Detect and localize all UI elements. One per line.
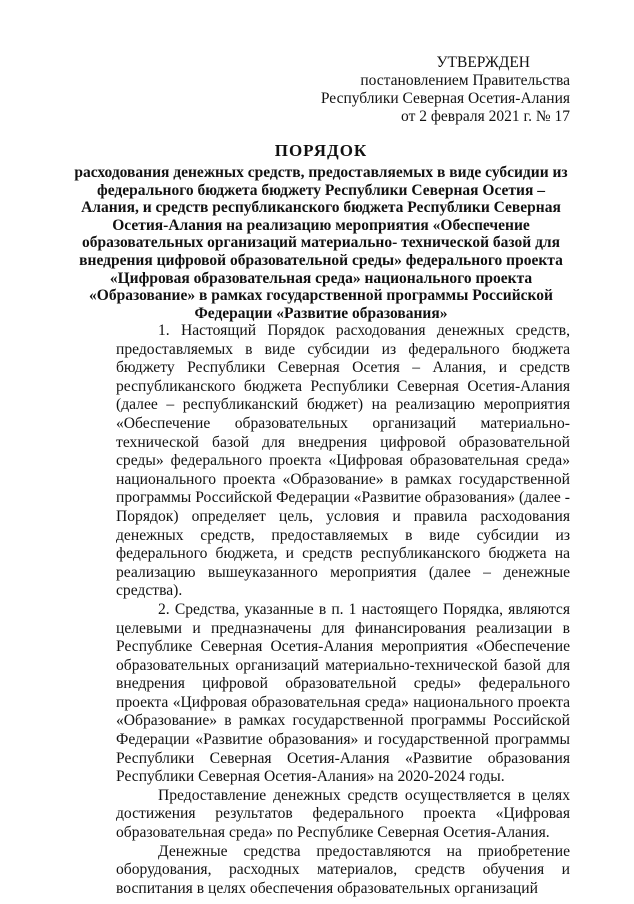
approval-line-2: Республики Северная Осетия-Алания bbox=[320, 90, 570, 107]
document-heading bbox=[72, 141, 570, 322]
paragraph-1: 1. Настоящий Порядок расходования денежных средств, предоставляемых в виде субсидии из федерального бюджета бюджету Республики Северная Осетия – Алания, и средств республиканского бюджета Республики Северная Осетия-Алания (далее – республиканский бюджет) на реализацию мероприятия «Обеспечение образовательных организаций материально-технической базой для внедрения цифровой образовательной среды» федерального проекта «Цифровая образовательная среда» национального проекта «Образование» в рамках государственной программы Российской Федерации «Развитие образования» (далее - Порядок) определяет цель, условия и правила расходования денежных средств, предоставляемых в виде субсидии из федерального бюджета, и средств республиканского бюджета на реализацию вышеуказанного мероприятия (далее – денежные средства). bbox=[116, 322, 570, 600]
approval-title: УТВЕРЖДЕН bbox=[436, 54, 530, 71]
document-subtitle: расходования денежных средств, предоставляемых в виде субсидии из федерального бюджета бюджету Республики Северная Осетия – Алания, и средств республиканского бюджета Республики Северная Осетия-Алания на реализацию мероприятия «Обеспечение образовательных организаций материально- технической базой для внедрения цифровой образовательной среды» федерального проекта «Цифровая образовательная среда» национального проекта «Образование» в рамках государственной программы Российской Федерации «Развитие образования» bbox=[74, 164, 568, 322]
document-body bbox=[116, 322, 570, 898]
paragraph-2: 2. Средства, указанные в п. 1 настоящего Порядка, являются целевыми и предназначены для финансирования реализации в Республике Северная Осетия-Алания мероприятия «Обеспечение образовательных организаций материально-технической базой для внедрения цифровой образовательной среды» федерального проекта «Цифровая образовательная среда» национального проекта «Образование» в рамках государственной программы Российской Федерации «Развитие образования» и государственной программы Республики Северная Осетия-Алания «Развитие образования Республики Северная Осетия-Алания» на 2020-2024 годы. bbox=[116, 600, 570, 786]
paragraph-3: Предоставление денежных средств осуществляется в целях достижения результатов федерального проекта «Цифровая образовательная среда» по Республике Северная Осетия-Алания. bbox=[116, 786, 570, 842]
approval-stamp bbox=[321, 54, 570, 126]
approval-line-3: от 2 февраля 2021 г. № 17 bbox=[401, 108, 570, 125]
paragraph-4: Денежные средства предоставляются на приобретение оборудования, расходных материалов, средств обучения и воспитания в целях обеспечения образовательных организаций bbox=[116, 842, 570, 897]
approval-line-1: постановлением Правительства bbox=[360, 72, 570, 89]
document-title: ПОРЯДОК bbox=[274, 141, 368, 160]
